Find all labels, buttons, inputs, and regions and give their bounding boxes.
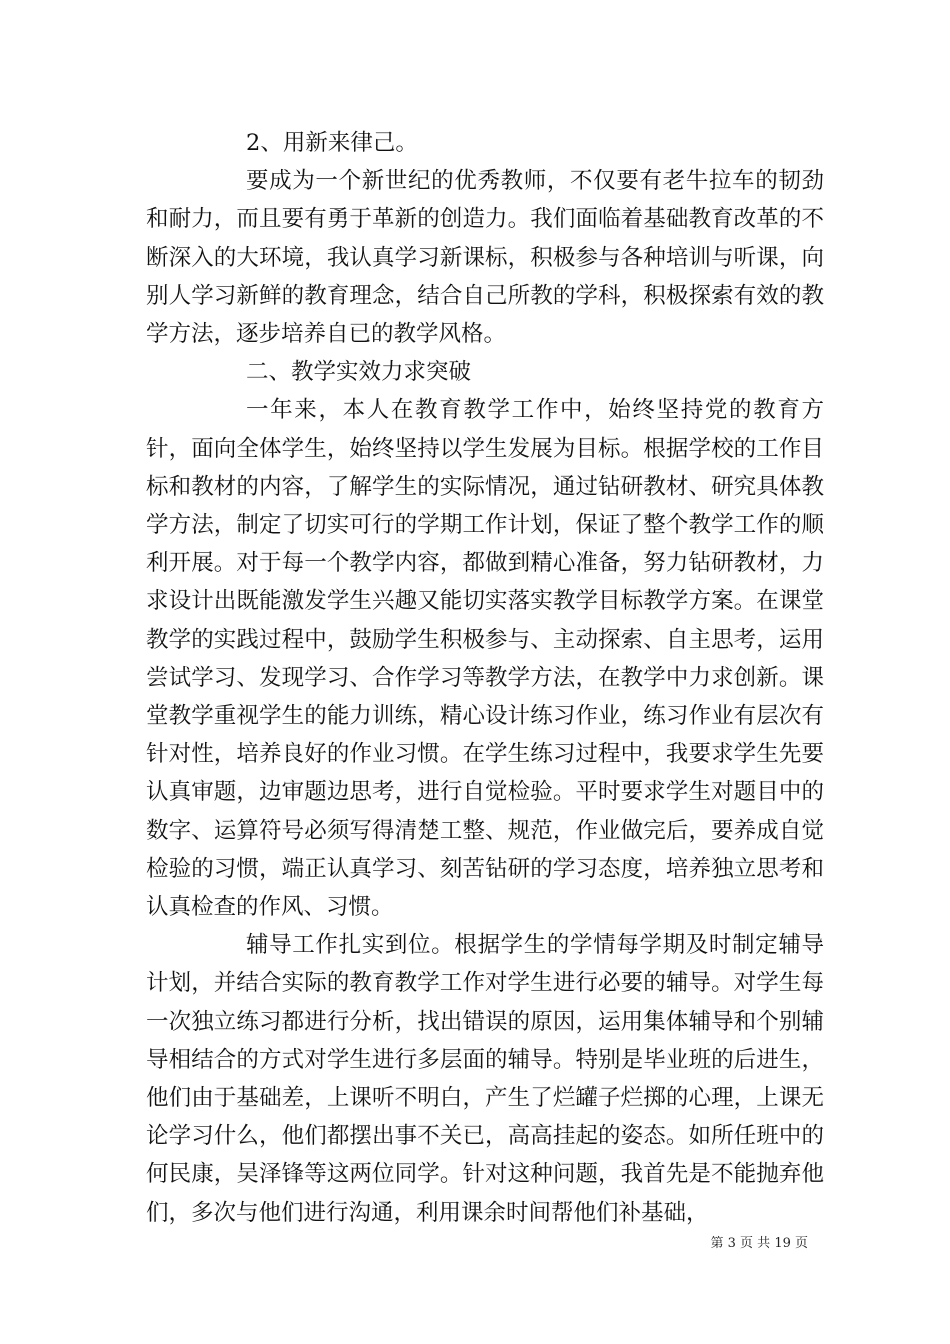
- paragraph: 一年来，本人在教育教学工作中，始终坚持党的教育方针，面向全体学生，始终坚持以学生发展为目标。根据学校的工作目标和教材的内容，了解学生的实际情况，通过钻研教材、研究具体教学方法，制定了切实可行的学期工作计划，保证了整个教学工作的顺利开展。对于每一个教学内容，都做到精心准备，努力钻研教材，力求设计出既能激发学生兴趣又能切实落实教学目标教学方案。在课堂教学的实践过程中，鼓励学生积极参与、主动探索、自主思考，运用尝试学习、发现学习、合作学习等教学方法，在教学中力求创新。课堂教学重视学生的能力训练，精心设计练习作业，练习作业有层次有针对性，培养良好的作业习惯。在学生练习过程中，我要求学生先要认真审题，边审题边思考，进行自觉检验。平时要求学生对题目中的数字、运算符号必须写得清楚工整、规范，作业做完后，要养成自觉检验的习惯，端正认真学习、刻苦钻研的学习态度，培养独立思考和认真检查的作风、习惯。: [146, 397, 824, 921]
- section-heading: 二、教学实效力求突破: [246, 359, 472, 386]
- paragraph: 要成为一个新世纪的优秀教师，不仅要有老牛拉车的韧劲和耐力，而且要有勇于革新的创造力。我们面临着基础教育改革的不断深入的大环境，我认真学习新课标，积极参与各种培训与听课，向别人学习新鲜的教育理念，结合自己所教的学科，积极探索有效的教学方法，逐步培养自已的教学风格。: [146, 168, 824, 348]
- document-body: [146, 124, 824, 1232]
- paragraph: 辅导工作扎实到位。根据学生的学情每学期及时制定辅导计划，并结合实际的教育教学工作对学生进行必要的辅导。对学生每一次独立练习都进行分析，找出错误的原因，运用集体辅导和个别辅导相结合的方式对学生进行多层面的辅导。特别是毕业班的后进生，他们由于基础差，上课听不明白，产生了烂罐子烂掷的心理，上课无论学习什么，他们都摆出事不关已，高高挂起的姿态。如所任班中的何民康，吴泽锋等这两位同学。针对这种问题，我首先是不能抛弃他们，多次与他们进行沟通，利用课余时间帮他们补基础，: [146, 932, 824, 1226]
- subheading-2: 2、用新来律己。: [246, 130, 418, 156]
- page-number: 第 3 页 共 19 页: [710, 1236, 808, 1251]
